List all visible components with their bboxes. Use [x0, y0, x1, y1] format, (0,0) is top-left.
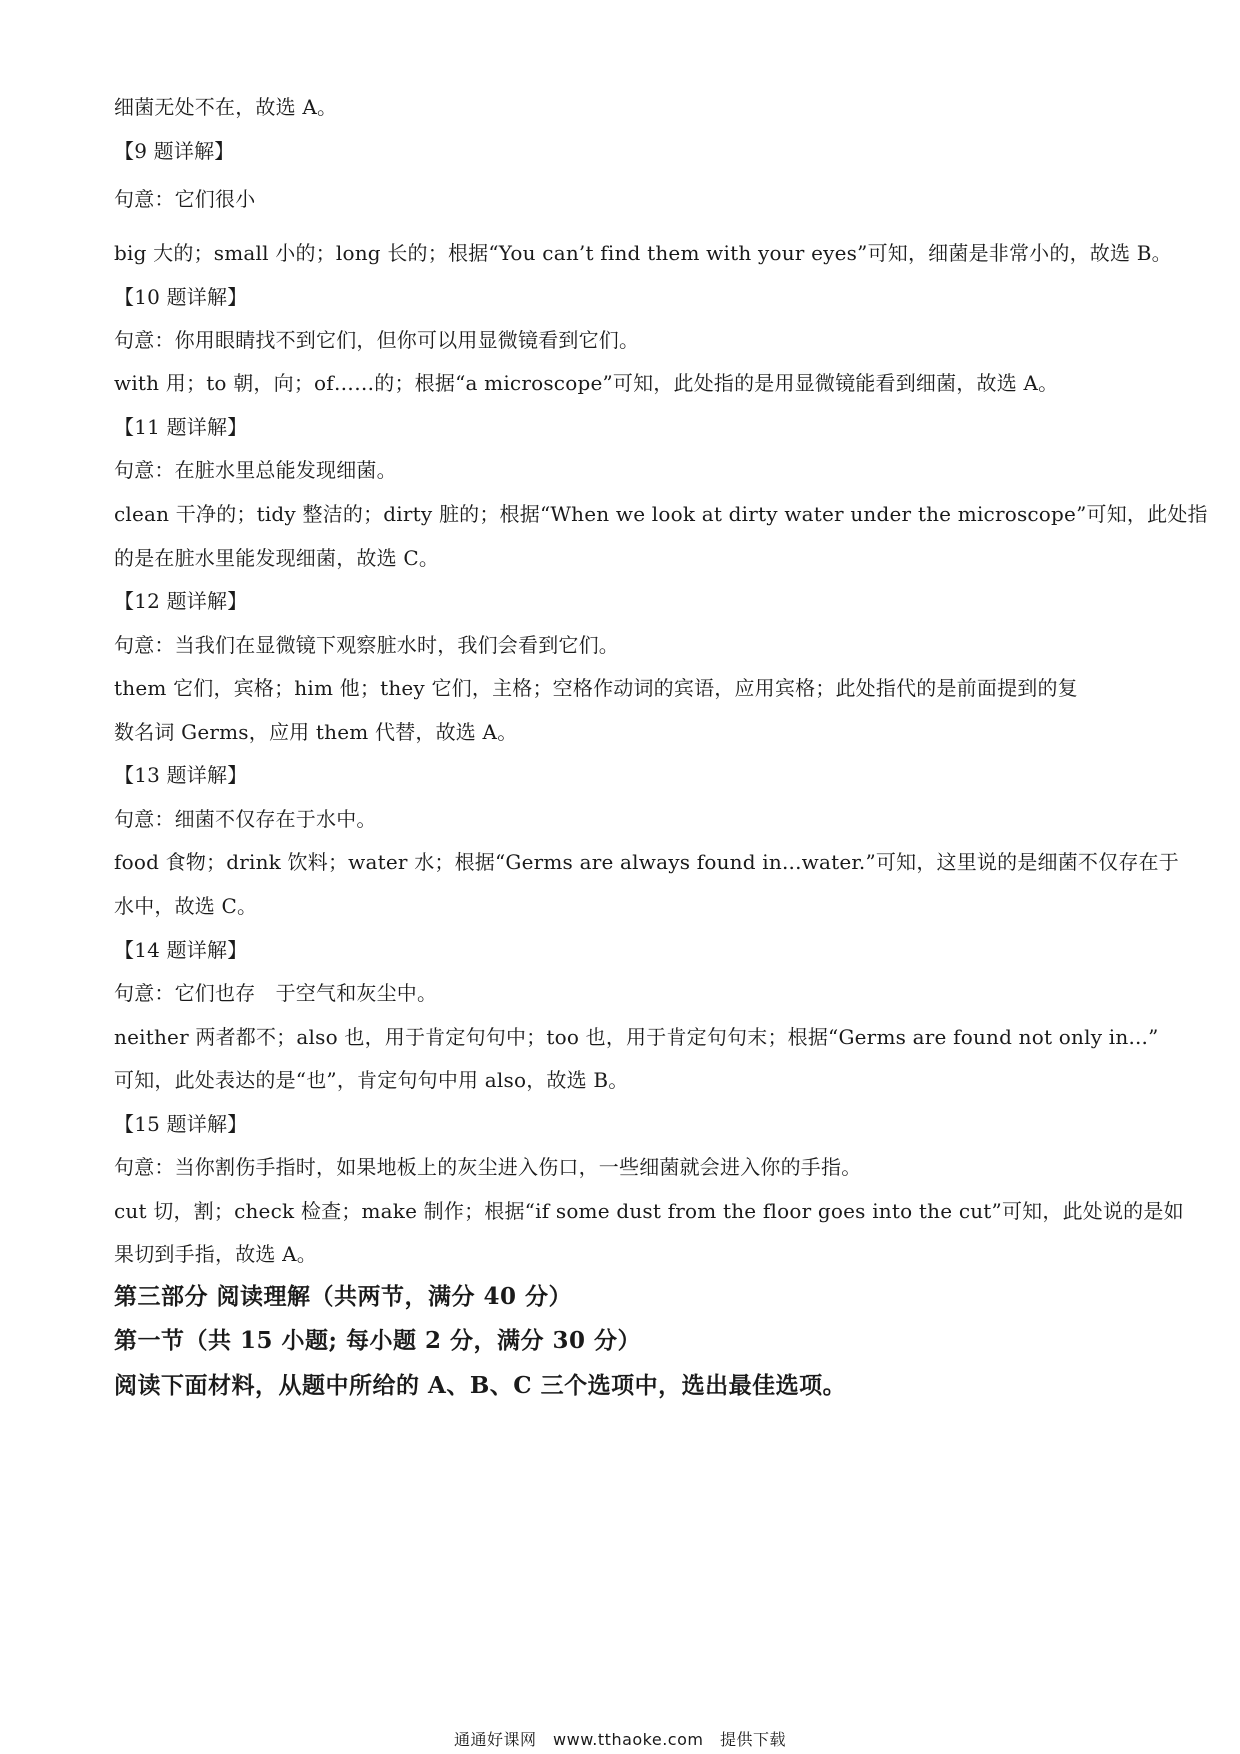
reading-instruction: 阅读下面材料，从题中所给的 A、B、C 三个选项中，选出最佳选项。: [114, 1372, 847, 1399]
answer-conclusion-8: 细菌无处不在，故选 A。: [114, 95, 338, 119]
question-heading-13: 【13 题详解】: [114, 763, 248, 787]
explanation-10: with 用；to 朝，向；of……的；根据“a microscope”可知，此处指的是用显微镜能看到细菌，故选 A。: [114, 371, 1059, 395]
sentence-meaning-10: 句意：你用眼睛找不到它们，但你可以用显微镜看到它们。: [114, 328, 640, 352]
explanation-13-line-1: food 食物；drink 饮料；water 水；根据“Germs are always found in...water.”可知，这里说的是细菌不仅存在于: [114, 850, 1179, 874]
explanation-12-line-1: them 它们，宾格；him 他；they 它们，主格；空格作动词的宾语，应用宾格；此处指代的是前面提到的复: [114, 676, 1078, 700]
question-heading-12: 【12 题详解】: [114, 589, 248, 613]
question-heading-15: 【15 题详解】: [114, 1112, 248, 1136]
sentence-meaning-14: 句意：它们也存 于空气和灰尘中。: [114, 981, 438, 1005]
question-heading-9: 【9 题详解】: [114, 139, 235, 163]
part-three-heading: 第三部分 阅读理解（共两节，满分 40 分）: [114, 1283, 573, 1310]
sentence-meaning-13: 句意：细菌不仅存在于水中。: [114, 807, 377, 831]
explanation-15-line-2: 果切到手指，故选 A。: [114, 1242, 318, 1266]
page-footer: 通通好课网 www.tthaoke.com 提供下载: [454, 1730, 786, 1749]
question-heading-14: 【14 题详解】: [114, 938, 248, 962]
sentence-meaning-9: 句意：它们很小: [114, 187, 256, 211]
sentence-meaning-12: 句意：当我们在显微镜下观察脏水时，我们会看到它们。: [114, 633, 619, 657]
section-one-heading: 第一节（共 15 小题; 每小题 2 分，满分 30 分）: [114, 1327, 642, 1354]
explanation-9: big 大的；small 小的；long 长的；根据“You can’t find them with your eyes”可知，细菌是非常小的，故选 B。: [114, 241, 1172, 265]
sentence-meaning-15: 句意：当你割伤手指时，如果地板上的灰尘进入伤口，一些细菌就会进入你的手指。: [114, 1155, 862, 1179]
question-heading-10: 【10 题详解】: [114, 285, 248, 309]
explanation-11-line-1: clean 干净的；tidy 整洁的；dirty 脏的；根据“When we look at dirty water under the microscope”可知，此处指: [114, 502, 1208, 526]
explanation-13-line-2: 水中，故选 C。: [114, 894, 258, 918]
explanation-12-line-2: 数名词 Germs，应用 them 代替，故选 A。: [114, 720, 518, 744]
sentence-meaning-11: 句意：在脏水里总能发现细菌。: [114, 458, 397, 482]
explanation-15-line-1: cut 切，割；check 检查；make 制作；根据“if some dust from the floor goes into the cut”可知，此处说的是如: [114, 1199, 1184, 1223]
explanation-14-line-2: 可知，此处表达的是“也”，肯定句句中用 also，故选 B。: [114, 1068, 629, 1092]
explanation-14-line-1: neither 两者都不；also 也，用于肯定句句中；too 也，用于肯定句句末；根据“Germs are found not only in...”: [114, 1025, 1159, 1049]
question-heading-11: 【11 题详解】: [114, 415, 248, 439]
explanation-11-line-2: 的是在脏水里能发现细菌，故选 C。: [114, 546, 440, 570]
